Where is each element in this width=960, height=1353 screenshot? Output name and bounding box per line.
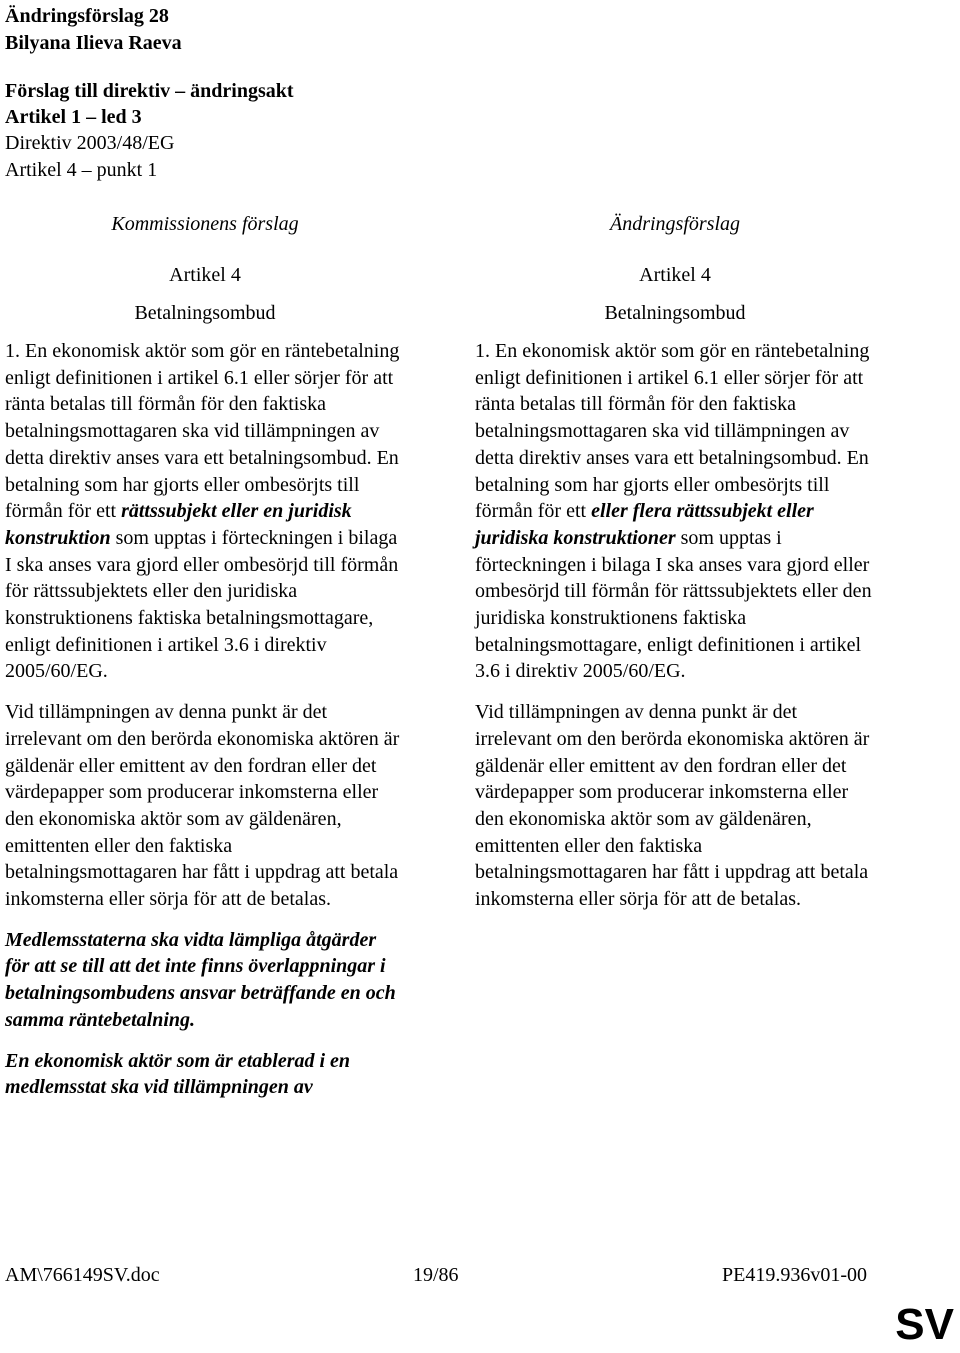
right-article-title: Artikel 4 — [639, 264, 711, 286]
proposal-title: Förslag till direktiv – ändringsakt — [5, 80, 294, 102]
left-column-heading: Kommissionens förslag — [111, 213, 299, 235]
left-paragraph-3: Medlemsstaterna ska vidta lämpliga åtgärder för att se till att det inte finns överlappningar i betalningsombudens ansvar beträffande en och samma räntebetalning. — [5, 928, 396, 1031]
right-p1-emphasis: eller flera rättssubjekt eller juridiska konstruktioner — [475, 500, 814, 549]
left-article-subtitle: Betalningsombud — [134, 302, 276, 324]
amendment-author: Bilyana Ilieva Raeva — [5, 32, 182, 54]
right-column-heading: Ändringsförslag — [609, 213, 741, 235]
left-paragraph-2: Vid tillämpningen av denna punkt är det irrelevant om den berörda ekonomiska aktören är gäldenär eller emittent av den fordran eller det värdepapper som producerar inkomsterna eller den ekonomiska aktör som av gäldenären, emittenten eller den faktiska betalningsmottagaren har fått i uppdrag att betala inkomsterna eller sörja för att de betalas. — [5, 701, 400, 911]
right-p1-text-a: 1. En ekonomisk aktör som gör en räntebetalning enligt definitionen i artikel 6.1 eller sörjer för att ränta betalas till förmån för den faktiska betalningsmottagaren ska vid tillämpningen av detta direktiv anses vara ett betalningsombud. En betalning som har gjorts eller ombesörjts till förmån för ett — [475, 340, 870, 523]
footer-page-number: 19/86 — [413, 1264, 459, 1286]
article-reference: Artikel 1 – led 3 — [5, 106, 142, 128]
right-p1-text-b: som upptas i förteckningen i bilaga I ska anses vara gjord eller ombesörjd till förmån för rättssubjektets eller den juridiska konstruktionens faktiska betalningsmottagare, enligt definitionen i artikel 3.6 i direktiv 2005/60/EG. — [475, 526, 872, 683]
left-p1-text-b: som upptas i förteckningen i bilaga I ska anses vara gjord eller ombesörjd till förmån för rättssubjektets eller den juridiska konstruktionens faktiska betalningsmottagare, enligt definitionen i artikel 3.6 i direktiv 2005/60/EG. — [5, 526, 399, 683]
right-column-body — [475, 338, 875, 913]
left-paragraph-4: En ekonomisk aktör som är etablerad i en medlemsstat ska vid tillämpningen av — [5, 1049, 351, 1099]
right-paragraph-1 — [475, 338, 875, 685]
article-point-reference: Artikel 4 – punkt 1 — [5, 159, 158, 181]
right-paragraph-2: Vid tillämpningen av denna punkt är det irrelevant om den berörda ekonomiska aktören är gäldenär eller emittent av den fordran eller det värdepapper som producerar inkomsterna eller den ekonomiska aktör som av gäldenären, emittenten eller den faktiska betalningsmottagaren har fått i uppdrag att betala inkomsterna eller sörja för att de betalas. — [475, 701, 870, 911]
right-article-subtitle: Betalningsombud — [604, 302, 746, 324]
directive-reference: Direktiv 2003/48/EG — [5, 132, 175, 154]
left-p1-text-a: 1. En ekonomisk aktör som gör en räntebetalning enligt definitionen i artikel 6.1 eller sörjer för att ränta betalas till förmån för den faktiska betalningsmottagaren ska vid tillämpningen av detta direktiv anses vara ett betalningsombud. En betalning som har gjorts eller ombesörjts till förmån för ett — [5, 340, 400, 523]
amendment-title: Ändringsförslag 28 — [5, 5, 169, 27]
left-paragraph-1 — [5, 338, 405, 685]
left-column-body — [5, 338, 405, 1101]
language-badge: SV — [895, 1300, 954, 1349]
left-p1-emphasis: rättssubjekt eller en juridisk konstruktion — [5, 500, 352, 549]
left-article-title: Artikel 4 — [169, 264, 241, 286]
footer-pe-reference: PE419.936v01-00 — [722, 1264, 867, 1286]
footer-doc-reference: AM\766149SV.doc — [5, 1264, 160, 1286]
